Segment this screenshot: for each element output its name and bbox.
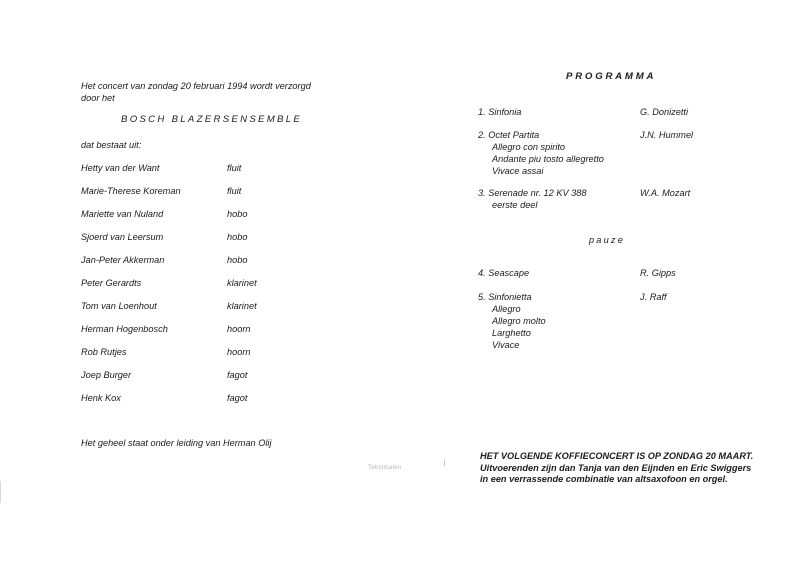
member-name: Joep Burger [81, 370, 132, 380]
movement: Andante piu tosto allegretto [492, 154, 604, 164]
movement: Allegro [492, 304, 521, 314]
member-instrument: fluit [227, 163, 242, 173]
programme-heading: PROGRAMMA [566, 71, 657, 82]
piece-title: 3. Serenade nr. 12 KV 388 [478, 188, 587, 198]
member-name: Peter Gerardts [81, 278, 142, 288]
piece-composer: W.A. Mozart [640, 188, 691, 198]
edge-mark [0, 481, 1, 503]
member-instrument: hobo [227, 232, 248, 242]
ensemble-name: BOSCH BLAZERSENSEMBLE [121, 114, 303, 125]
member-name: Sjoerd van Leersum [81, 232, 164, 242]
member-instrument: hoorn [227, 324, 251, 334]
movement: Vivace assai [492, 166, 544, 176]
member-instrument: fluit [227, 186, 242, 196]
piece-composer: R. Gipps [640, 268, 676, 278]
member-instrument: hobo [227, 209, 248, 219]
piece-composer: G. Donizetti [640, 107, 688, 117]
direction-line: Het geheel staat onder leiding van Herman Olij [81, 438, 272, 448]
member-instrument: hoorn [227, 347, 251, 357]
next-concert-notice [480, 451, 758, 486]
intro-text [81, 80, 311, 104]
member-name: Marie-Therese Koreman [81, 186, 181, 196]
member-instrument: klarinet [227, 301, 257, 311]
member-name: Rob Rutjes [81, 347, 127, 357]
piece-title: 1. Sinfonia [478, 107, 522, 117]
movement: Vivace [492, 340, 520, 350]
member-name: Hetty van der Want [81, 163, 160, 173]
piece-title: 2. Octet Partita [478, 130, 540, 140]
member-instrument: fagot [227, 393, 248, 403]
intro-line: door het [81, 93, 115, 103]
piece-composer: J. Raff [640, 292, 667, 302]
movement: Allegro con spirito [492, 142, 566, 152]
member-instrument: fagot [227, 370, 248, 380]
movement: Larghetto [492, 328, 531, 338]
piece-title: 5. Sinfonietta [478, 292, 532, 302]
member-instrument: klarinet [227, 278, 257, 288]
member-name: Tom van Loenhout [81, 301, 157, 311]
member-name: Henk Kox [81, 393, 121, 403]
member-name: Mariette van Nuland [81, 209, 164, 219]
member-name: Jan-Peter Akkerman [81, 255, 165, 265]
piece-title: 4. Seascape [478, 268, 530, 278]
notice-body: Uitvoerenden zijn dan Tanja van den Eijnden en Eric Swiggers in een verrassende combinatie van altsaxofoon en orgel. [480, 462, 752, 484]
movement: eerste deel [492, 200, 538, 210]
piece-composer: J.N. Hummel [640, 130, 694, 140]
notice-heading: HET VOLGENDE KOFFIECONCERT IS OP ZONDAG 20 MAART. [480, 451, 754, 461]
intro-line: Het concert van zondag 20 februari 1994 wordt verzorgd [81, 81, 311, 91]
consists-of-label: dat bestaat uit: [81, 140, 142, 150]
fold-mark [444, 460, 445, 466]
scan-smudge: Tekstmalen [368, 465, 402, 471]
member-instrument: hobo [227, 255, 248, 265]
member-name: Herman Hogenbosch [81, 324, 168, 334]
pause-label: pauze [589, 235, 626, 245]
movement: Allegro molto [492, 316, 546, 326]
